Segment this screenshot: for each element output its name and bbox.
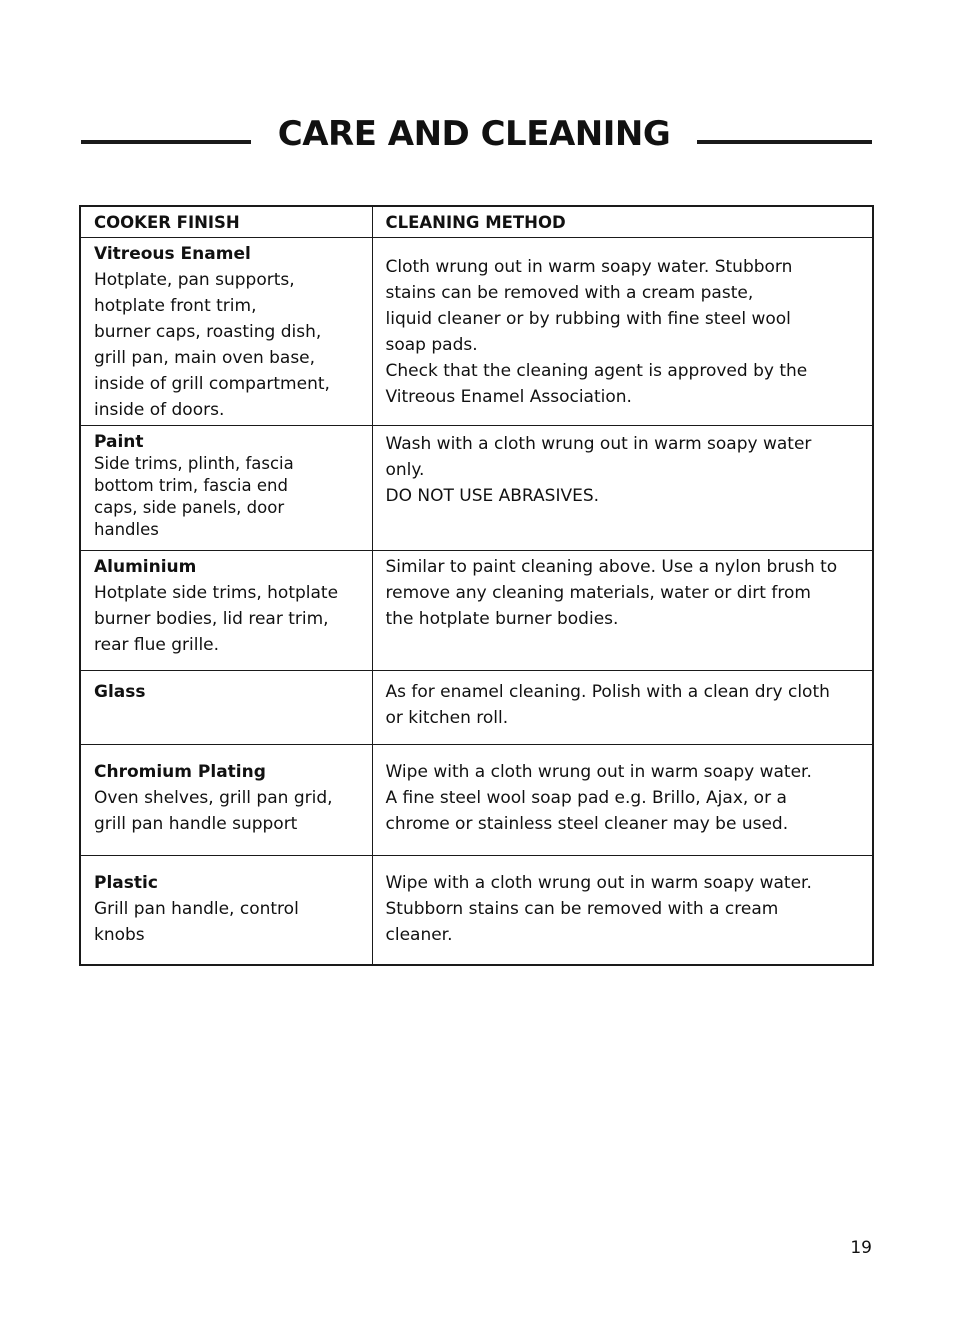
table-header-row [80,206,873,237]
page-number: 19 [850,1238,872,1258]
finish-cell [80,670,372,744]
table-row [80,425,873,550]
finish-parts: Side trims, plinth, fascia bottom trim, fascia end caps, side panels, door handles [94,453,294,539]
cleaning-method: As for enamel cleaning. Polish with a clean dry cloth or kitchen roll. [385,681,830,728]
cleaning-method: Wipe with a cloth wrung out in warm soapy water. A fine steel wool soap pad e.g. Brillo, Ajax, or a chrome or stainless steel cleaner may be used. [385,761,812,834]
table-row [80,550,873,670]
cleaning-method: Similar to paint cleaning above. Use a nylon brush to remove any cleaning materials, water or dirt from the hotplate burner bodies. [385,556,838,629]
column-header-method: CLEANING METHOD [372,206,873,237]
cleaning-method: Cloth wrung out in warm soapy water. Stubborn stains can be removed with a cream paste, liquid cleaner or by rubbing with fine steel wool soap pads. Check that the cleaning agent is approved by the Vitreous Enamel Association. [385,256,808,407]
page-title: CARE AND CLEANING [277,114,671,154]
title-rule-left [81,140,251,144]
method-cell [372,425,873,550]
finish-cell [80,550,372,670]
finish-cell [80,744,372,855]
table-row [80,670,873,744]
cleaning-method: Wipe with a cloth wrung out in warm soapy water. Stubborn stains can be removed with a cream cleaner. [385,872,812,945]
finish-name: Chromium Plating [94,761,266,782]
cleaning-table [79,205,874,966]
table-row [80,744,873,855]
cleaning-method: Wash with a cloth wrung out in warm soapy water only. DO NOT USE ABRASIVES. [385,433,812,506]
finish-parts: Grill pan handle, control knobs [94,898,299,945]
method-cell [372,237,873,425]
finish-parts: Hotplate side trims, hotplate burner bodies, lid rear trim, rear flue grille. [94,582,339,655]
finish-cell [80,855,372,965]
finish-parts: Hotplate, pan supports, hotplate front trim, burner caps, roasting dish, grill pan, main oven base, inside of grill compartment, inside of doors. [94,269,330,420]
method-cell [372,744,873,855]
finish-name: Glass [94,681,146,702]
finish-name: Paint [94,431,144,452]
finish-name: Vitreous Enamel [94,243,251,264]
title-rule-right [697,140,872,144]
finish-cell [80,237,372,425]
method-cell [372,670,873,744]
finish-parts: Oven shelves, grill pan grid, grill pan handle support [94,787,333,834]
method-cell [372,855,873,965]
table-row [80,855,873,965]
column-header-finish: COOKER FINISH [80,206,372,237]
finish-cell [80,425,372,550]
table-row [80,237,873,425]
finish-name: Aluminium [94,556,197,577]
finish-name: Plastic [94,872,158,893]
method-cell [372,550,873,670]
